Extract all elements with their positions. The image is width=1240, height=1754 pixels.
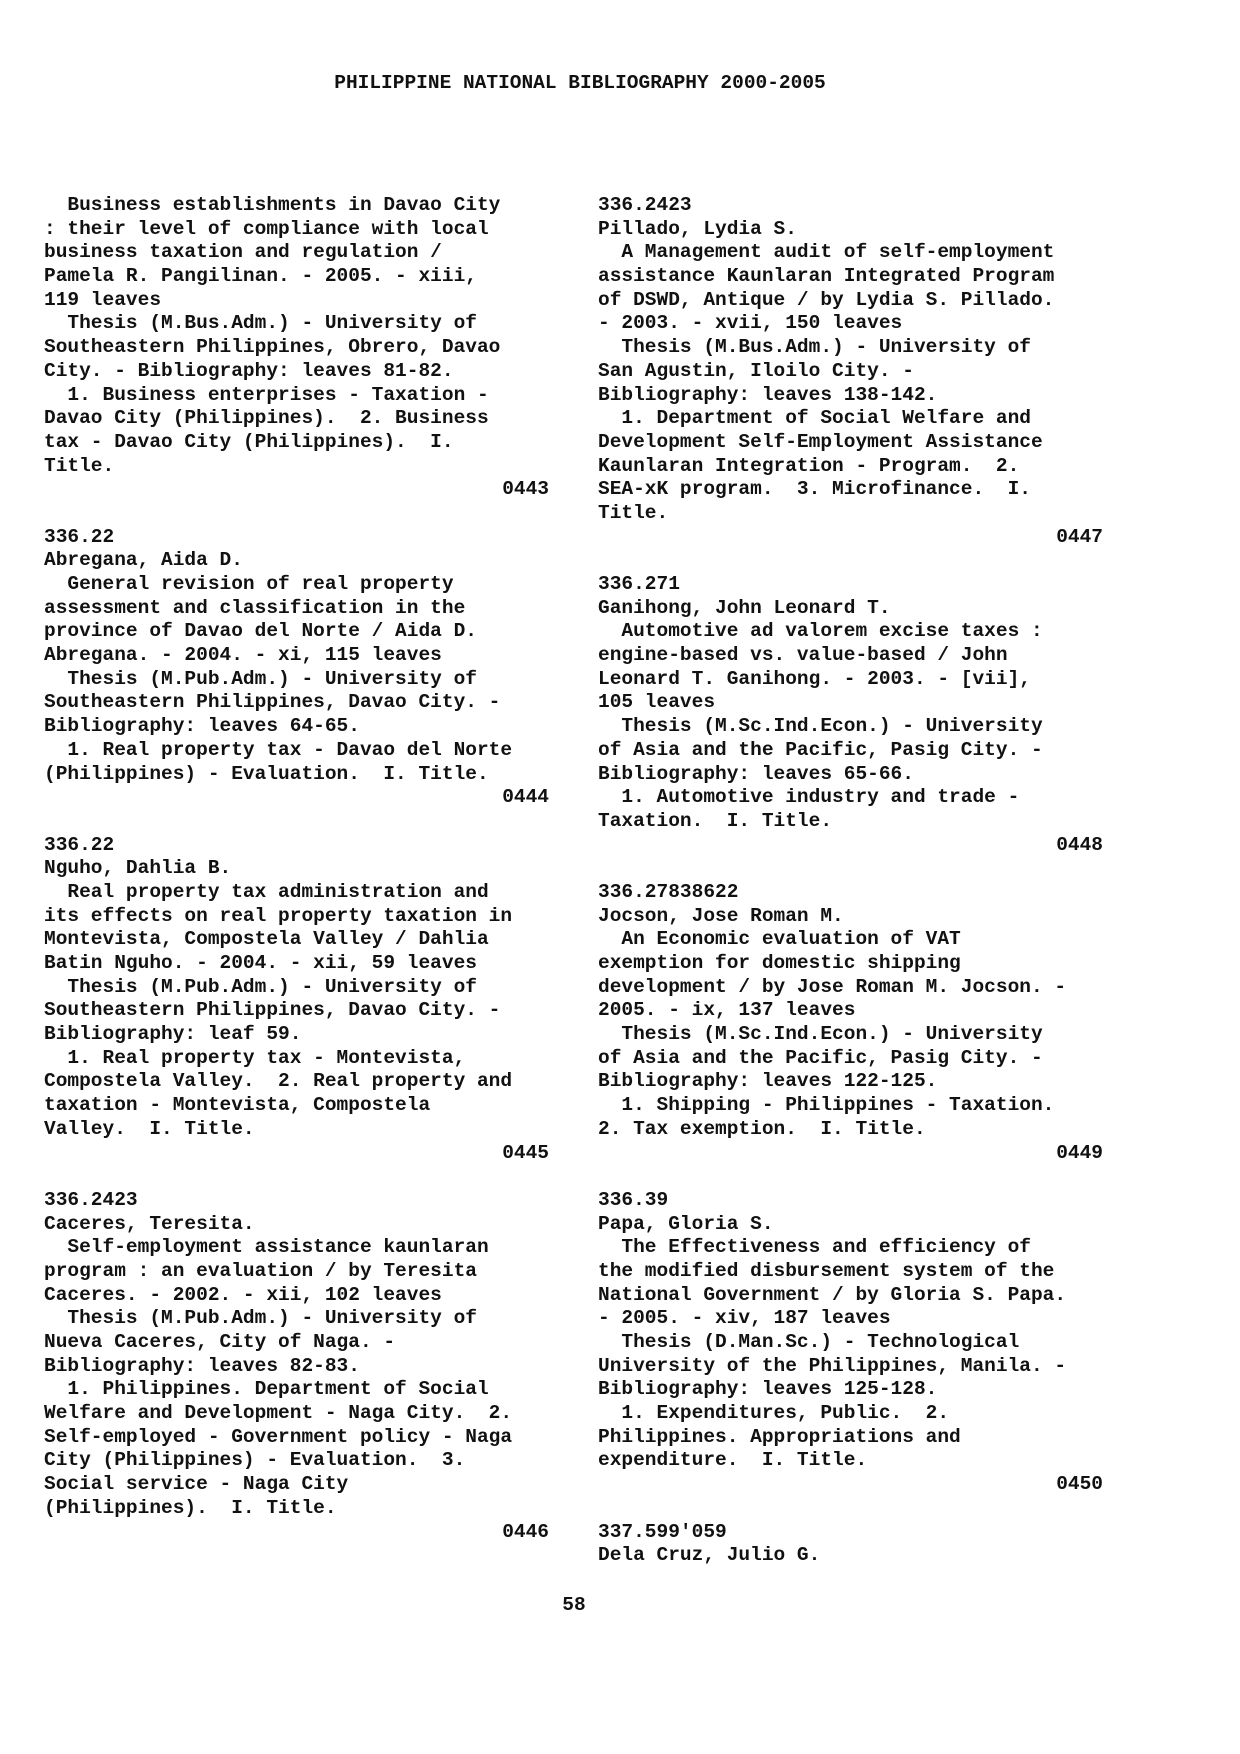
- title-statement-line: A Management audit of self-employment: [598, 241, 1055, 264]
- title-statement-line: engine-based vs. value-based / John: [598, 644, 1008, 667]
- subject-heading-line: Davao City (Philippines). 2. Business: [44, 407, 489, 430]
- thesis-note-line: Thesis (D.Man.Sc.) - Technological: [598, 1331, 1020, 1353]
- subject-heading-line: 1. Shipping - Philippines - Taxation.: [598, 1094, 1055, 1117]
- title-statement-line: program : an evaluation / by Teresita: [44, 1259, 477, 1282]
- thesis-note-line: Bibliography: leaves 64-65.: [44, 715, 360, 738]
- thesis-note-line: of Asia and the Pacific, Pasig City. -: [598, 1046, 1043, 1069]
- title-statement-line: - 2005. - xiv, 187 leaves: [598, 1307, 891, 1330]
- entry-author: Caceres, Teresita.: [44, 1212, 255, 1235]
- subject-heading-line: taxation - Montevista, Compostela: [44, 1094, 431, 1117]
- title-statement-line: of DSWD, Antique / by Lydia S. Pillado.: [598, 288, 1055, 311]
- entry-spacer: [598, 549, 1103, 573]
- right-column: [598, 194, 1103, 1568]
- thesis-note-line: Bibliography: leaf 59.: [44, 1023, 302, 1046]
- thesis-note-line: City. - Bibliography: leaves 81-82.: [44, 359, 454, 382]
- entry-spacer: [598, 1165, 1103, 1189]
- thesis-note-line: of Asia and the Pacific, Pasig City. -: [598, 738, 1043, 761]
- bibliographic-entry: [598, 194, 1103, 549]
- call-number: 337.599'059: [598, 1520, 727, 1543]
- thesis-note-line: Thesis (M.Pub.Adm.) - University of: [44, 975, 477, 998]
- entry-author: Pillado, Lydia S.: [598, 217, 797, 240]
- title-statement-line: 105 leaves: [598, 691, 716, 714]
- subject-heading-line: expenditure. I. Title.: [598, 1449, 868, 1472]
- call-number: 336.2423: [598, 194, 692, 216]
- title-statement-line: assistance Kaunlaran Integrated Program: [598, 265, 1055, 288]
- bibliographic-entry: [44, 834, 549, 1166]
- subject-heading-line: tax - Davao City (Philippines). I.: [44, 430, 454, 453]
- subject-heading-line: 1. Expenditures, Public. 2.: [598, 1402, 950, 1425]
- entry-author: Jocson, Jose Roman M.: [598, 904, 844, 927]
- thesis-note-line: Thesis (M.Pub.Adm.) - University of: [44, 667, 477, 690]
- title-statement-line: Real property tax administration and: [44, 880, 489, 903]
- subject-heading-line: 1. Real property tax - Davao del Norte: [44, 738, 513, 761]
- record-number: 0443: [502, 478, 549, 501]
- thesis-note-line: Bibliography: leaves 122-125.: [598, 1070, 938, 1093]
- bibliographic-entry: [598, 573, 1103, 857]
- bibliographic-entry: [598, 1521, 1103, 1568]
- record-number: 0450: [1056, 1473, 1103, 1496]
- thesis-note-line: Thesis (M.Sc.Ind.Econ.) - University: [598, 1023, 1043, 1046]
- entry-spacer: [44, 810, 549, 834]
- entry-author: Papa, Gloria S.: [598, 1212, 774, 1235]
- thesis-note-line: Thesis (M.Bus.Adm.) - University of: [44, 312, 477, 335]
- thesis-note-line: Southeastern Philippines, Davao City. -: [44, 691, 501, 714]
- subject-heading-line: 1. Philippines. Department of Social: [44, 1378, 489, 1401]
- record-number: 0449: [1056, 1141, 1103, 1164]
- title-statement-line: development / by Jose Roman M. Jocson. -: [598, 975, 1067, 998]
- record-number: 0444: [502, 786, 549, 809]
- subject-heading-line: (Philippines). I. Title.: [44, 1496, 337, 1519]
- left-column: [44, 194, 549, 1544]
- title-statement-line: Abregana. - 2004. - xi, 115 leaves: [44, 644, 442, 667]
- title-statement-line: Montevista, Compostela Valley / Dahlia: [44, 928, 489, 951]
- call-number: 336.2423: [44, 1188, 138, 1211]
- subject-heading-line: Title.: [598, 501, 669, 524]
- call-number: 336.39: [598, 1188, 669, 1211]
- entry-author: Abregana, Aida D.: [44, 549, 243, 572]
- record-number: 0447: [1056, 525, 1103, 548]
- subject-heading-line: 1. Real property tax - Montevista,: [44, 1046, 466, 1069]
- title-statement-line: Batin Nguho. - 2004. - xii, 59 leaves: [44, 952, 477, 974]
- bibliographic-entry: [598, 1189, 1103, 1497]
- subject-heading-line: SEA-xK program. 3. Microfinance. I.: [598, 478, 1031, 501]
- title-statement-line: : their level of compliance with local: [44, 217, 489, 240]
- subject-heading-line: Welfare and Development - Naga City. 2.: [44, 1402, 513, 1425]
- subject-heading-line: Development Self-Employment Assistance: [598, 430, 1043, 453]
- entry-author: Dela Cruz, Julio G.: [598, 1544, 821, 1567]
- record-number: 0446: [502, 1520, 549, 1543]
- subject-heading-line: (Philippines) - Evaluation. I. Title.: [44, 762, 489, 785]
- call-number: 336.22: [44, 525, 115, 548]
- page-number: 58: [562, 1594, 586, 1616]
- title-statement-line: 2005. - ix, 137 leaves: [598, 999, 856, 1022]
- title-statement-line: Self-employment assistance kaunlaran: [44, 1236, 489, 1259]
- title-statement-line: 119 leaves: [44, 288, 162, 311]
- record-number: 0445: [502, 1141, 549, 1164]
- entry-spacer: [44, 502, 549, 526]
- call-number: 336.22: [44, 833, 115, 856]
- thesis-note-line: San Agustin, Iloilo City. -: [598, 359, 914, 382]
- title-statement-line: business taxation and regulation /: [44, 241, 442, 264]
- entry-spacer: [44, 1165, 549, 1189]
- subject-heading-line: Compostela Valley. 2. Real property and: [44, 1070, 513, 1093]
- subject-heading-line: Kaunlaran Integration - Program. 2.: [598, 454, 1020, 477]
- title-statement-line: Pamela R. Pangilinan. - 2005. - xiii,: [44, 265, 477, 288]
- subject-heading-line: Title.: [44, 454, 115, 477]
- title-statement-line: An Economic evaluation of VAT: [598, 928, 961, 951]
- page-header: PHILIPPINE NATIONAL BIBLIOGRAPHY 2000-2005: [334, 72, 826, 94]
- bibliographic-entry: [44, 1189, 549, 1544]
- title-statement-line: Leonard T. Ganihong. - 2003. - [vii],: [598, 667, 1031, 690]
- subject-heading-line: 1. Department of Social Welfare and: [598, 407, 1031, 430]
- title-statement-line: the modified disbursement system of the: [598, 1259, 1055, 1282]
- title-statement-line: exemption for domestic shipping: [598, 952, 961, 974]
- thesis-note-line: University of the Philippines, Manila. -: [598, 1354, 1067, 1377]
- subject-heading-line: 1. Automotive industry and trade -: [598, 786, 1020, 809]
- title-statement-line: its effects on real property taxation in: [44, 904, 513, 927]
- title-statement-line: province of Davao del Norte / Aida D.: [44, 620, 477, 643]
- record-number: 0448: [1056, 833, 1103, 856]
- thesis-note-line: Bibliography: leaves 65-66.: [598, 762, 914, 785]
- entry-spacer: [598, 857, 1103, 881]
- call-number: 336.27838622: [598, 880, 739, 903]
- subject-heading-line: 2. Tax exemption. I. Title.: [598, 1117, 926, 1140]
- subject-heading-line: Taxation. I. Title.: [598, 809, 833, 832]
- title-statement-line: assessment and classification in the: [44, 596, 466, 619]
- title-statement-line: General revision of real property: [44, 573, 454, 595]
- subject-heading-line: Social service - Naga City: [44, 1473, 349, 1496]
- subject-heading-line: 1. Business enterprises - Taxation -: [44, 383, 489, 406]
- thesis-note-line: Bibliography: leaves 125-128.: [598, 1378, 938, 1401]
- title-statement-line: - 2003. - xvii, 150 leaves: [598, 312, 903, 335]
- subject-heading-line: Self-employed - Government policy - Naga: [44, 1425, 513, 1448]
- thesis-note-line: Thesis (M.Sc.Ind.Econ.) - University: [598, 715, 1043, 738]
- title-statement-line: Automotive ad valorem excise taxes :: [598, 620, 1043, 643]
- subject-heading-line: Valley. I. Title.: [44, 1117, 255, 1140]
- entry-author: Nguho, Dahlia B.: [44, 857, 232, 880]
- call-number: 336.271: [598, 573, 680, 595]
- thesis-note-line: Nueva Caceres, City of Naga. -: [44, 1331, 396, 1353]
- title-statement-line: National Government / by Gloria S. Papa.: [598, 1283, 1067, 1306]
- bibliographic-entry: [598, 881, 1103, 1165]
- thesis-note-line: Bibliography: leaves 138-142.: [598, 383, 938, 406]
- title-statement-line: Caceres. - 2002. - xii, 102 leaves: [44, 1283, 442, 1306]
- subject-heading-line: Philippines. Appropriations and: [598, 1425, 961, 1448]
- thesis-note-line: Thesis (M.Bus.Adm.) - University of: [598, 336, 1031, 359]
- title-statement-line: Business establishments in Davao City: [44, 194, 501, 216]
- thesis-note-line: Southeastern Philippines, Obrero, Davao: [44, 336, 501, 359]
- entry-spacer: [598, 1497, 1103, 1521]
- title-statement-line: The Effectiveness and efficiency of: [598, 1236, 1031, 1259]
- entry-author: Ganihong, John Leonard T.: [598, 596, 891, 619]
- subject-heading-line: City (Philippines) - Evaluation. 3.: [44, 1449, 466, 1472]
- thesis-note-line: Southeastern Philippines, Davao City. -: [44, 999, 501, 1022]
- bibliographic-entry: [44, 194, 549, 502]
- thesis-note-line: Bibliography: leaves 82-83.: [44, 1354, 360, 1377]
- bibliographic-entry: [44, 526, 549, 810]
- thesis-note-line: Thesis (M.Pub.Adm.) - University of: [44, 1307, 477, 1330]
